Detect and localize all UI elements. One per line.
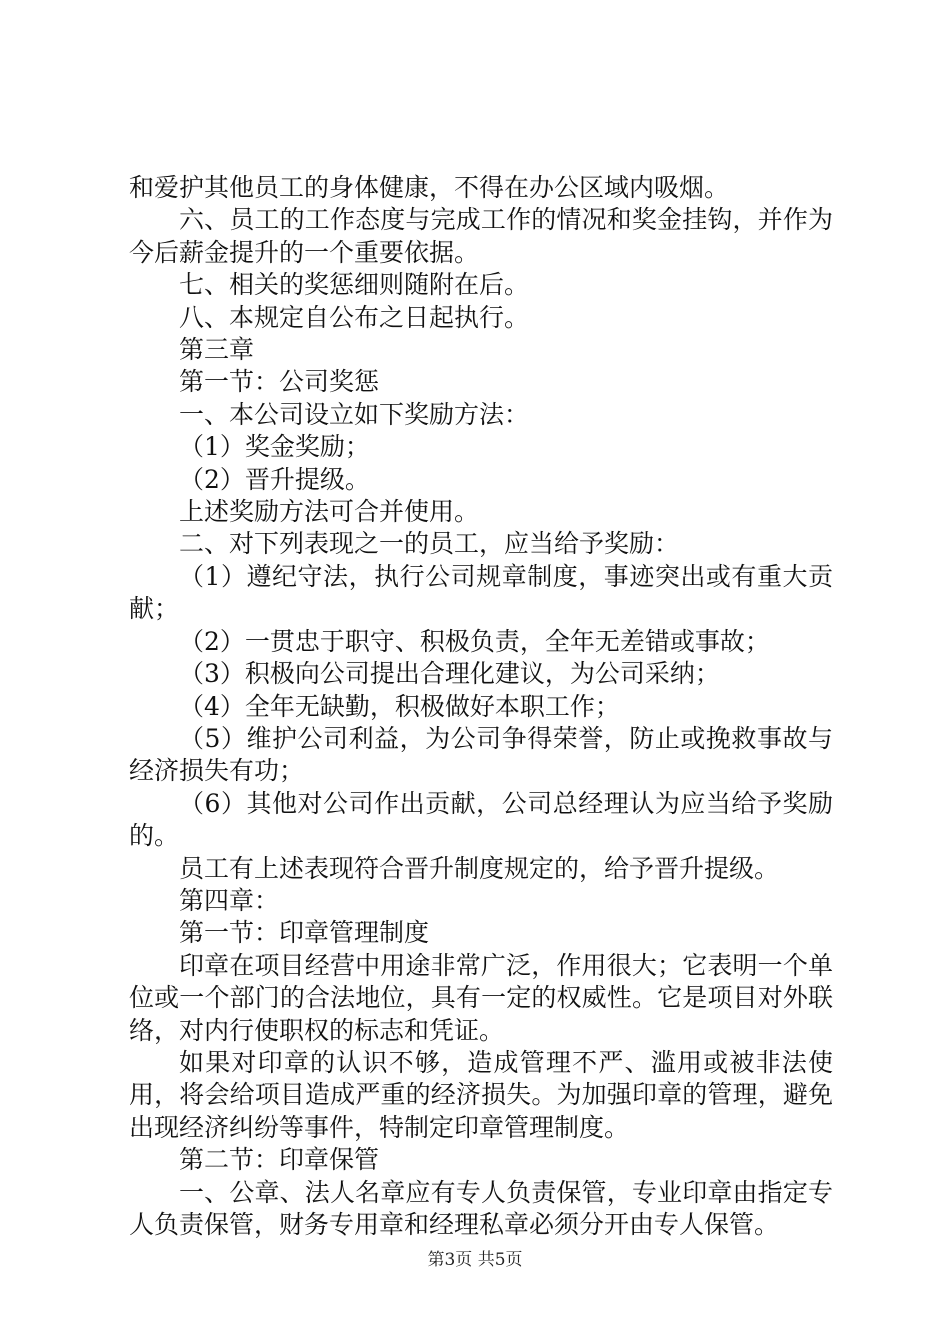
paragraph: 七、相关的奖惩细则随附在后。 <box>179 270 530 300</box>
paragraph: （2）晋升提级。 <box>179 464 370 494</box>
page-footer: 第3页 共5页 <box>427 1250 523 1270</box>
paragraph: 第四章： <box>179 885 280 915</box>
paragraph: 第一节：公司奖惩 <box>179 367 380 397</box>
paragraph: 和爱护其他员工的身体健康，不得在办公区域内吸烟。 <box>129 173 730 202</box>
paragraph: 第二节：印章保管 <box>179 1145 380 1175</box>
paragraph: 一、公章、法人名章应有专人负责保管，专业印章由指定专人负责保管，财务专用章和经理私章必须分开由专人保管。 <box>129 1177 833 1239</box>
paragraph: （1）遵纪守法，执行公司规章制度，事迹突出或有重大贡献； <box>129 561 833 624</box>
paragraph: 第三章 <box>179 335 255 365</box>
paragraph: 二、对下列表现之一的员工，应当给予奖励： <box>179 529 680 559</box>
paragraph: （4）全年无缺勤，积极做好本职工作； <box>179 691 620 721</box>
paragraph: 八、本规定自公布之日起执行。 <box>179 302 530 332</box>
paragraph: 如果对印章的认识不够，造成管理不严、滥用或被非法使用，将会给项目造成严重的经济损失。为加强印章的管理，避免出现经济纠纷等事件，特制定印章管理制度。 <box>129 1047 833 1142</box>
paragraph: （3）积极向公司提出合理化建议，为公司采纳； <box>179 659 720 689</box>
paragraph: 第一节：印章管理制度 <box>179 918 430 948</box>
document-body <box>129 172 833 1241</box>
paragraph: （6）其他对公司作出贡献，公司总经理认为应当给予奖励的。 <box>129 788 833 851</box>
paragraph: 六、员工的工作态度与完成工作的情况和奖金挂钩，并作为今后薪金提升的一个重要依据。 <box>129 205 833 267</box>
paragraph: （5）维护公司利益，为公司争得荣誉，防止或挽救事故与经济损失有功； <box>129 723 833 786</box>
paragraph: 员工有上述表现符合晋升制度规定的，给予晋升提级。 <box>179 853 780 883</box>
paragraph: 上述奖励方法可合并使用。 <box>179 497 480 527</box>
paragraph: （2）一贯忠于职守、积极负责，全年无差错或事故； <box>179 626 770 656</box>
paragraph: 一、本公司设立如下奖励方法： <box>179 399 530 429</box>
paragraph: 印章在项目经营中用途非常广泛，作用很大；它表明一个单位或一个部门的合法地位，具有一定的权威性。它是项目对外联络，对内行使职权的标志和凭证。 <box>129 950 833 1045</box>
paragraph: （1）奖金奖励； <box>179 432 370 462</box>
